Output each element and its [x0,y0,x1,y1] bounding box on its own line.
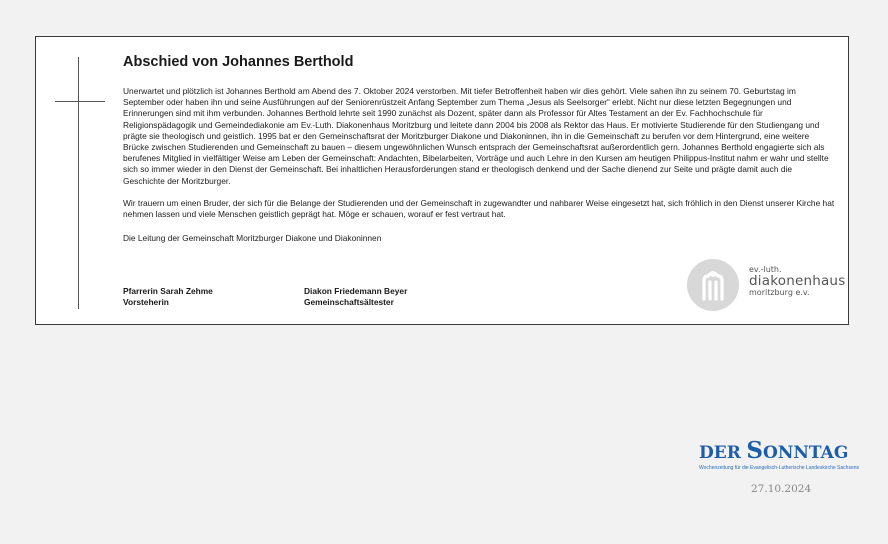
masthead-title-part: DER [699,443,741,463]
obituary-body [123,86,835,255]
masthead-title-part: S [746,437,764,464]
obituary-card [35,36,849,325]
obituary-title: Abschied von Johannes Berthold [123,54,354,70]
obituary-paragraph-1: Unerwartet und plötzlich ist Johannes Berthold am Abend des 7. Oktober 2024 verstorben. Mit tiefer Betroffenheit haben wir dies gehört. Viele sahen ihn zu seinem 70. Geburtstag im September oder haben ihn und seine Ausführungen auf der Seniorenrüstzeit Anfang September zum Thema „Jesus als Seelsorger“ erlebt. Nicht nur diese letzten Begegnungen und Erinnerungen sind mit ihm verbunden. Johannes Berthold lehrte seit 1990 zunächst als Dozent, später dann als Professor für Altes Testament an der Ev. Fachhochschule für Religionspädagogik und Gemeindediakonie am Ev.-Luth. Diakonenhaus Moritzburg und leitete dann 2004 bis 2008 als Rektor das Haus. Er motivierte Studierende für den Studiengang und prägte sie theologisch und geistlich. 1995 bat er den Gemeinschaftsrat der Moritzburger Diakone und Diakoninnen, ihn in die Gemeinschaft zu berufen vor dem Hintergrund, eine weitere Brücke zwischen Studierenden und Gemeinschaft zu bauen – diesem ungewöhnlichen Wunsch entsprach der Gemeinschaftsrat außerordentlich gern. Johannes Berthold engagierte sich als berufenes Mitglied in vielfältiger Weise am Leben der Gemeinschaft: Andachten, Bibelarbeiten, Vorträge und auch Lehre in den Kursen am heutigen Philippus-Institut nahm er wahr und stellte sich so immer wieder in den Dienst der Gemeinschaft. Bei inhaltlichen Herausforderungen stand er theologisch denkend und der Sache dienend zur Seite und prägte damit auch die Geschichte der Moritzburger. [123,86,829,186]
signature-1 [123,286,213,308]
cross-icon-vertical [78,57,79,309]
logo-line-2: diakonenhaus [749,273,846,289]
logo-line-3: moritzburg e.v. [749,288,810,297]
signature-2 [304,286,407,308]
cross-icon-horizontal [55,101,105,102]
obituary-closing: Die Leitung der Gemeinschaft Moritzburger Diakone und Diakoninnen [123,233,382,244]
logo-wordmark [749,265,845,297]
signature-name: Pfarrerin Sarah Zehme [123,286,213,296]
publication-date: 27.10.2024 [751,483,812,495]
diakonenhaus-logo [687,259,847,311]
signature-role: Gemeinschaftsältester [304,297,394,308]
signature-role: Vorsteherin [123,297,169,308]
obituary-paragraph-2: Wir trauern um einen Bruder, der sich für die Belange der Studierenden und der Gemeinschaft in zugewandter und nahbarer Weise eingesetzt hat, sich fröhlich in den Dienst unserer Kirche hat nehmen lassen und viele Menschen geistlich geprägt hat. Möge er schauen, worauf er fest vertraut hat. [123,197,835,220]
newspaper-masthead [699,437,871,471]
logo-emblem-icon [687,259,739,311]
masthead-title-part: ONNTAG [763,443,849,463]
masthead-title [699,437,871,464]
logo-line-1: ev.-luth. [749,265,782,274]
signature-name: Diakon Friedemann Beyer [304,286,408,296]
masthead-subtitle: Wochenzeitung für die Evangelisch-Lutherische Landeskirche Sachsens [699,465,860,471]
